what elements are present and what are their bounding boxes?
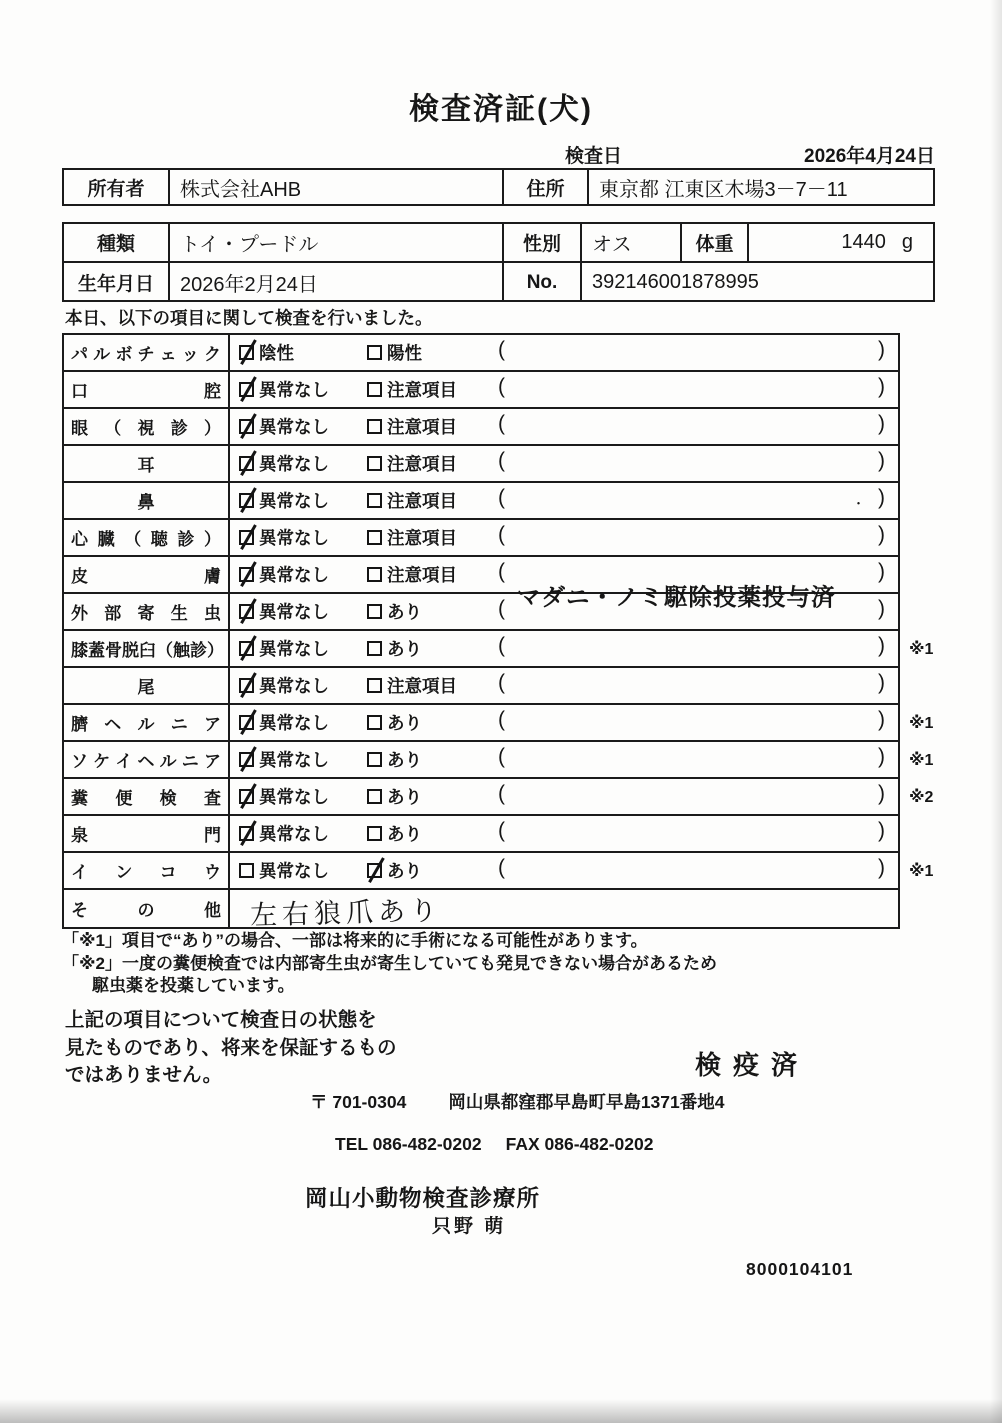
exam-row xyxy=(64,668,898,705)
checkbox-checked-icon xyxy=(239,826,254,841)
exam-row-content xyxy=(230,705,898,740)
sex-label: 性別 xyxy=(502,224,580,261)
quarantine-stamp: 検疫済 xyxy=(695,1050,810,1080)
exam-row-content xyxy=(230,631,898,666)
owner-name: 株式会社AHB xyxy=(168,170,502,204)
exam-option xyxy=(239,816,329,851)
footnote-marker: ※1 xyxy=(909,714,934,732)
exam-item-label: 尾 xyxy=(64,668,230,703)
paren-close: ) xyxy=(878,338,885,361)
exam-item-label: 皮 膚 xyxy=(64,557,230,592)
document-title: 検査済証(犬) xyxy=(409,93,593,126)
address-value: 東京都 江東区木場3－7－11 xyxy=(587,170,933,204)
exam-option xyxy=(239,742,329,777)
checkbox-unchecked-icon xyxy=(367,604,382,619)
exam-row-content xyxy=(230,853,898,888)
weight-unit: g xyxy=(901,231,913,253)
exam-option xyxy=(367,409,457,444)
other-findings-row xyxy=(64,890,898,932)
footnotes xyxy=(62,930,717,998)
checkbox-checked-icon xyxy=(239,456,254,471)
checkbox-checked-icon xyxy=(239,678,254,693)
checkbox-unchecked-icon xyxy=(367,382,382,397)
disclaimer-statement xyxy=(65,1007,397,1090)
exam-item-label: 外 部 寄 生 虫 xyxy=(64,594,230,629)
paren-close: ) xyxy=(878,634,885,657)
exam-option xyxy=(367,668,457,703)
checkbox-checked-icon xyxy=(239,493,254,508)
exam-row xyxy=(64,779,934,816)
weight-cell xyxy=(747,224,933,261)
option-label: 異常なし xyxy=(259,639,329,659)
exam-option xyxy=(367,557,457,592)
option-label: 注意項目 xyxy=(387,565,457,585)
option-label: 注意項目 xyxy=(387,380,457,400)
exam-row xyxy=(64,335,898,372)
option-label: あり xyxy=(387,824,422,844)
sex-value: オス xyxy=(580,224,680,261)
postal-code: 〒 701-0304 xyxy=(310,1092,407,1112)
exam-row xyxy=(64,584,898,631)
scan-edge-shadow-bottom xyxy=(0,1399,1002,1423)
exam-option xyxy=(239,594,329,629)
checkbox-checked-icon xyxy=(239,567,254,582)
animal-info-row-1 xyxy=(64,224,933,263)
exam-item-label: 鼻 xyxy=(64,483,230,518)
exam-option xyxy=(367,483,457,518)
paren-open: ( xyxy=(498,856,505,879)
checkbox-unchecked-icon xyxy=(367,678,382,693)
option-label: 注意項目 xyxy=(387,676,457,696)
checkbox-unchecked-icon xyxy=(367,641,382,656)
paren-close: ) xyxy=(878,708,885,731)
footnote-2-continued: 駆虫薬を投薬しています。 xyxy=(92,976,295,995)
paren-open: ( xyxy=(498,819,505,842)
paren-mark: ・ xyxy=(852,496,866,511)
option-label: 異常なし xyxy=(259,861,329,881)
checkbox-checked-icon xyxy=(239,641,254,656)
checkbox-unchecked-icon xyxy=(367,456,382,471)
exam-item-label: 耳 xyxy=(64,446,230,481)
checkbox-unchecked-icon xyxy=(367,826,382,841)
paren-close: ) xyxy=(878,782,885,805)
paren-open: ( xyxy=(498,412,505,435)
exam-option xyxy=(239,446,329,481)
handwritten-note: 左右狼爪あり xyxy=(249,895,443,932)
paren-close: ) xyxy=(878,819,885,842)
option-label: あり xyxy=(387,750,422,770)
paren-close: ) xyxy=(878,745,885,768)
paren-close: ) xyxy=(878,412,885,435)
checkbox-checked-icon xyxy=(239,604,254,619)
option-label: あり xyxy=(387,861,422,881)
exam-option xyxy=(367,520,457,555)
exam-row xyxy=(64,372,898,409)
exam-option xyxy=(239,372,329,407)
option-label: 注意項目 xyxy=(387,417,457,437)
option-label: 異常なし xyxy=(259,824,329,844)
exam-row xyxy=(64,816,898,853)
exam-row-content xyxy=(230,668,898,703)
scan-edge-shadow-right xyxy=(990,0,1002,1423)
exam-option xyxy=(239,409,329,444)
birthdate-value: 2026年2月24日 xyxy=(168,263,502,302)
option-label: 異常なし xyxy=(259,713,329,733)
option-label: あり xyxy=(387,639,422,659)
paren-open: ( xyxy=(498,560,505,583)
paren-close: ) xyxy=(878,375,885,398)
checkbox-checked-icon xyxy=(239,752,254,767)
exam-item-label: 口 腔 xyxy=(64,372,230,407)
option-label: 異常なし xyxy=(259,602,329,622)
exam-item-label: 眼 （ 視 診 ） xyxy=(64,409,230,444)
exam-item-label: パ ル ボ チ ェ ッ ク xyxy=(64,335,230,370)
exam-row-content xyxy=(230,584,898,629)
paren-open: ( xyxy=(498,745,505,768)
exam-row xyxy=(64,853,934,890)
exam-row-content xyxy=(230,335,898,370)
exam-row xyxy=(64,409,898,446)
checkbox-unchecked-icon xyxy=(367,789,382,804)
exam-option xyxy=(367,816,422,851)
option-label: 陰性 xyxy=(259,343,294,363)
paren-close: ) xyxy=(878,597,885,620)
inspection-date-row xyxy=(565,141,935,168)
animal-info-row-2 xyxy=(64,263,933,302)
exam-row-content xyxy=(230,446,898,481)
exam-row-content xyxy=(230,372,898,407)
paren-close: ) xyxy=(878,523,885,546)
footnote-2: 「※2」一度の糞便検査では内部寄生虫が寄生していても発見できない場合があるため xyxy=(62,953,717,973)
footnote-marker: ※1 xyxy=(909,751,934,769)
exam-option xyxy=(239,520,329,555)
paren-open: ( xyxy=(498,486,505,509)
paren-open: ( xyxy=(498,375,505,398)
paren-close: ) xyxy=(878,856,885,879)
exam-option xyxy=(239,705,329,740)
document-code: 8000104101 xyxy=(746,1259,854,1279)
breed-label: 種類 xyxy=(96,234,135,255)
checkbox-checked-icon xyxy=(367,863,382,878)
exam-row-content xyxy=(230,890,898,932)
disclaimer-line-2: 見たものであり、将来を保証するもの xyxy=(65,1036,397,1059)
breed-value: トイ・プードル xyxy=(168,224,502,261)
exam-item-label: 泉 門 xyxy=(64,816,230,851)
paren-open: ( xyxy=(498,338,505,361)
exam-option xyxy=(239,557,329,592)
paren-open: ( xyxy=(498,708,505,731)
option-label: 陽性 xyxy=(387,343,422,363)
clinic-tel-line xyxy=(335,1134,653,1155)
clinic-postal-line xyxy=(310,1089,725,1114)
birthdate-label: 生年月日 xyxy=(77,274,154,295)
option-label: 異常なし xyxy=(259,380,329,400)
owner-box xyxy=(62,168,935,206)
option-label: 注意項目 xyxy=(387,528,457,548)
checkbox-unchecked-icon xyxy=(367,567,382,582)
checkbox-unchecked-icon xyxy=(367,752,382,767)
option-label: あり xyxy=(387,787,422,807)
checkbox-unchecked-icon xyxy=(367,493,382,508)
exam-option xyxy=(367,742,422,777)
clinic-name: 岡山小動物検査診療所 xyxy=(305,1186,541,1211)
option-label: あり xyxy=(387,713,422,733)
checkbox-checked-icon xyxy=(239,382,254,397)
number-label: No. xyxy=(502,263,580,302)
weight-label: 体重 xyxy=(680,224,747,261)
paren-open: ( xyxy=(498,782,505,805)
paren-open: ( xyxy=(498,449,505,472)
option-label: 異常なし xyxy=(259,417,329,437)
checkbox-unchecked-icon xyxy=(367,715,382,730)
exam-row-content xyxy=(230,409,898,444)
exam-item-label: そ の 他 xyxy=(64,890,230,927)
clinic-address: 岡山県都窪郡早島町早島1371番地4 xyxy=(448,1092,725,1112)
exam-option xyxy=(367,853,422,888)
checkbox-checked-icon xyxy=(239,345,254,360)
exam-option xyxy=(239,853,329,888)
exam-row xyxy=(64,742,934,779)
address-label: 住所 xyxy=(502,170,587,204)
option-label: 異常なし xyxy=(259,787,329,807)
intro-statement: 本日、以下の項目に関して検査を行いました。 xyxy=(65,308,433,328)
exam-row xyxy=(64,705,934,742)
checkbox-checked-icon xyxy=(239,789,254,804)
veterinarian-name: 只野 萌 xyxy=(432,1216,507,1237)
paren-open: ( xyxy=(498,597,505,620)
exam-row xyxy=(64,446,898,483)
exam-item-label: 臍 ヘ ル ニ ア xyxy=(64,705,230,740)
footnote-1: 「※1」項目で“あり”の場合、一部は将来的に手術になる可能性があります。 xyxy=(62,931,648,950)
exam-option xyxy=(367,779,422,814)
paren-close: ) xyxy=(878,671,885,694)
clinic-tel: TEL 086-482-0202 xyxy=(335,1134,482,1154)
option-label: 注意項目 xyxy=(387,491,457,511)
exam-option xyxy=(367,705,422,740)
paren-open: ( xyxy=(498,523,505,546)
checkbox-unchecked-icon xyxy=(367,419,382,434)
checkbox-checked-icon xyxy=(239,530,254,545)
option-label: 異常なし xyxy=(259,750,329,770)
number-value: 392146001878995 xyxy=(580,263,933,302)
paren-close: ) xyxy=(878,560,885,583)
exam-item-label: イ ン コ ウ xyxy=(64,853,230,888)
exam-option xyxy=(239,483,329,518)
exam-row xyxy=(64,483,898,520)
checkbox-checked-icon xyxy=(239,419,254,434)
exam-row xyxy=(64,520,898,557)
exam-row-content xyxy=(230,779,898,814)
exam-option xyxy=(239,631,329,666)
option-label: 異常なし xyxy=(259,528,329,548)
option-label: あり xyxy=(387,602,422,622)
option-label: 注意項目 xyxy=(387,454,457,474)
treatment-stamp: マダニ・ノミ駆除投薬投与済 xyxy=(517,584,836,610)
clinic-fax: FAX 086-482-0202 xyxy=(505,1134,654,1154)
disclaimer-line-1: 上記の項目について検査日の状態を xyxy=(65,1009,377,1031)
checkbox-unchecked-icon xyxy=(367,345,382,360)
exam-option xyxy=(367,335,422,370)
exam-row-content xyxy=(230,742,898,777)
exam-option xyxy=(367,631,422,666)
exam-option xyxy=(367,372,457,407)
disclaimer-line-3: ではありません。 xyxy=(65,1064,223,1086)
animal-info-box xyxy=(62,222,935,302)
exam-option xyxy=(367,446,457,481)
exam-row-content xyxy=(230,520,898,555)
option-label: 異常なし xyxy=(259,454,329,474)
checkbox-unchecked-icon xyxy=(367,530,382,545)
exam-item-label: 心 臓 （ 聴 診 ） xyxy=(64,520,230,555)
exam-checklist-table xyxy=(62,333,934,932)
exam-row-content xyxy=(230,483,898,518)
footnote-marker: ※1 xyxy=(909,640,934,658)
weight-value: 1440 xyxy=(841,231,886,253)
exam-option xyxy=(239,779,329,814)
inspection-date-value: 2026年4月24日 xyxy=(804,146,935,167)
checkbox-checked-icon xyxy=(239,715,254,730)
exam-option xyxy=(239,335,294,370)
exam-option xyxy=(367,594,422,629)
paren-close: ) xyxy=(878,486,885,509)
exam-row-content xyxy=(230,816,898,851)
exam-option xyxy=(239,668,329,703)
checkbox-unchecked-icon xyxy=(239,863,254,878)
exam-item-label: 膝 蓋 骨 脱 臼 （ 触 診 ） xyxy=(64,631,230,666)
owner-label: 所有者 xyxy=(87,178,145,200)
option-label: 異常なし xyxy=(259,491,329,511)
footnote-marker: ※1 xyxy=(909,862,934,880)
paren-open: ( xyxy=(498,634,505,657)
exam-item-label: ソ ケ イ ヘ ル ニ ア xyxy=(64,742,230,777)
paren-close: ) xyxy=(878,449,885,472)
inspection-date-label: 検査日 xyxy=(565,146,623,167)
exam-row xyxy=(64,631,934,668)
option-label: 異常なし xyxy=(259,565,329,585)
footnote-marker: ※2 xyxy=(909,788,934,806)
option-label: 異常なし xyxy=(259,676,329,696)
paren-open: ( xyxy=(498,671,505,694)
exam-item-label: 糞 便 検 査 xyxy=(64,779,230,814)
